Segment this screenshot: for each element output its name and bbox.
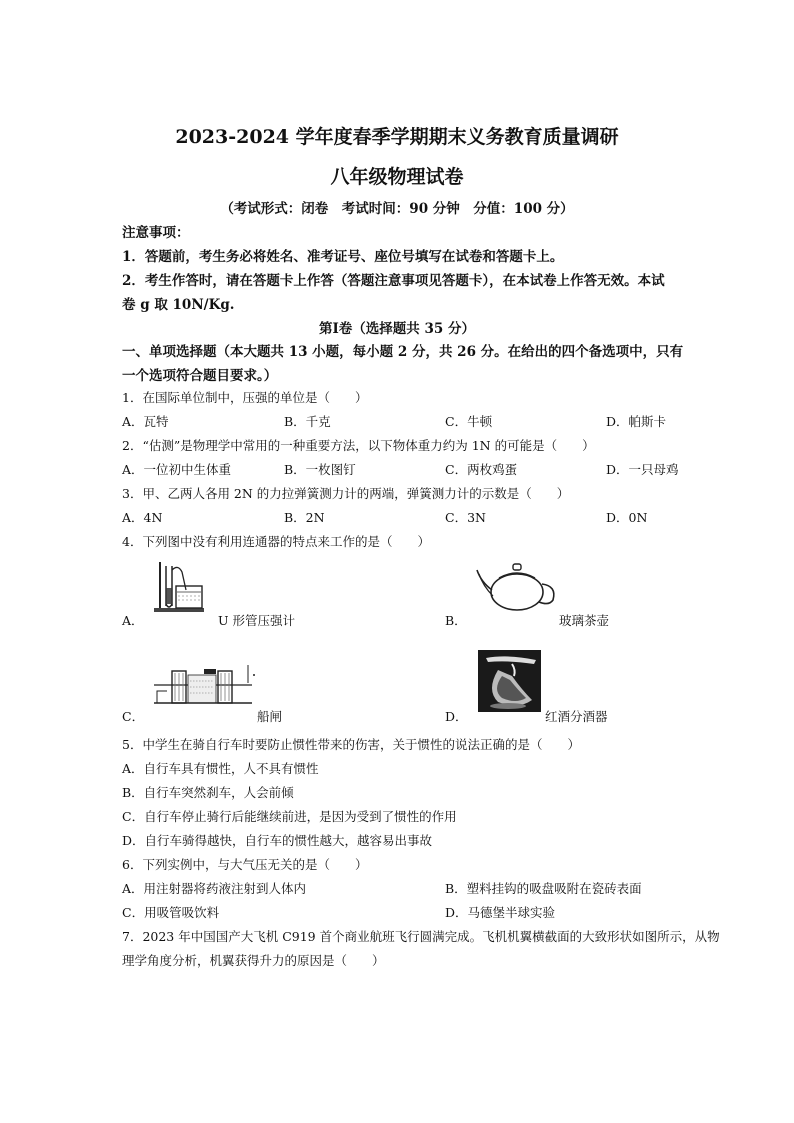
question-3-option-b: B．2N	[284, 510, 325, 525]
question-4-option-d-label: D．	[445, 709, 468, 724]
part-heading: 一、单项选择题（本大题共 13 小题，每小题 2 分，共 26 分。在给出的四个备选项中，只有	[122, 344, 684, 360]
question-2-option-d: D．一只母鸡	[606, 462, 679, 477]
notice-heading: 注意事项：	[122, 225, 190, 241]
question-1-stem: 1．在国际单位制中，压强的单位是（ ）	[122, 390, 368, 405]
ship-lock-figure	[152, 655, 257, 710]
question-6-option-b: B．塑料挂钩的吸盘吸附在瓷砖表面	[445, 881, 642, 896]
question-4-option-b-caption: 玻璃茶壶	[559, 613, 610, 628]
exam-title: 2023-2024 学年度春季学期期末义务教育质量调研	[175, 126, 619, 148]
wine-decanter-photo	[478, 650, 541, 712]
question-5-option-a: A．自行车具有惯性，人不具有惯性	[122, 761, 319, 776]
question-1-option-a: A．瓦特	[122, 414, 169, 429]
question-5-stem: 5．中学生在骑自行车时要防止惯性带来的伤害，关于惯性的说法正确的是（ ）	[122, 737, 580, 752]
question-6-option-d: D．马德堡半球实验	[445, 905, 556, 920]
question-2-option-c: C．两枚鸡蛋	[445, 462, 518, 477]
question-3-option-a: A．4N	[122, 510, 163, 525]
question-5-option-d: D．自行车骑得越快，自行车的惯性越大，越容易出事故	[122, 833, 433, 848]
notice-item-2-cont: 卷 g 取 10N/Kg.	[122, 297, 235, 313]
section-title: 第Ⅰ卷（选择题共 35 分）	[318, 321, 475, 337]
question-5-option-b: B．自行车突然刹车，人会前倾	[122, 785, 294, 800]
exam-subtitle: 八年级物理试卷	[330, 166, 464, 188]
question-2-option-a: A．一位初中生体重	[122, 462, 232, 477]
question-4-stem: 4．下列图中没有利用连通器的特点来工作的是（ ）	[122, 534, 430, 549]
question-2-option-b: B．一枚图钉	[284, 462, 356, 477]
question-6-option-a: A．用注射器将药液注射到人体内	[122, 881, 307, 896]
u-tube-manometer-figure	[152, 560, 212, 615]
question-4-option-d-caption: 红酒分酒器	[545, 709, 608, 724]
notice-item-1: 1．答题前，考生务必将姓名、准考证号、座位号填写在试卷和答题卡上。	[122, 249, 564, 265]
part-heading-cont: 一个选项符合题目要求。）	[122, 368, 278, 384]
question-3-stem: 3．甲、乙两人各用 2N 的力拉弹簧测力计的两端，弹簧测力计的示数是（ ）	[122, 486, 570, 501]
question-4-option-c-label: C．	[122, 709, 145, 724]
question-6-option-c: C．用吸管吸饮料	[122, 905, 220, 920]
teapot-figure	[475, 556, 560, 616]
question-4-option-b-label: B．	[445, 613, 467, 628]
question-4-option-a-label: A．	[122, 613, 144, 628]
notice-item-2: 2．考生作答时，请在答题卡上作答（答题注意事项见答题卡），在本试卷上作答无效。本试	[122, 273, 665, 289]
question-1-option-d: D．帕斯卡	[606, 414, 667, 429]
question-3-option-c: C．3N	[445, 510, 486, 525]
question-4-option-a-caption: U 形管压强计	[218, 613, 296, 628]
question-4-option-c-caption: 船闸	[257, 709, 283, 724]
question-1-option-c: C．牛顿	[445, 414, 493, 429]
question-5-option-c: C．自行车停止骑行后能继续前进，是因为受到了惯性的作用	[122, 809, 457, 824]
question-3-option-d: D．0N	[606, 510, 648, 525]
question-1-option-b: B．千克	[284, 414, 331, 429]
question-2-stem: 2．“估测”是物理学中常用的一种重要方法，以下物体重力约为 1N 的可能是（ ）	[122, 438, 595, 453]
question-6-stem: 6．下列实例中，与大气压无关的是（ ）	[122, 857, 368, 872]
question-7-stem: 7．2023 年中国国产大飞机 C919 首个商业航班飞行圆满完成。飞机机翼横截面的大致形状如图所示，从物	[122, 929, 720, 944]
question-7-stem-cont: 理学角度分析，机翼获得升力的原因是（ ）	[122, 953, 385, 968]
exam-info: （考试形式：闭卷 考试时间：90 分钟 分值：100 分）	[220, 201, 574, 217]
